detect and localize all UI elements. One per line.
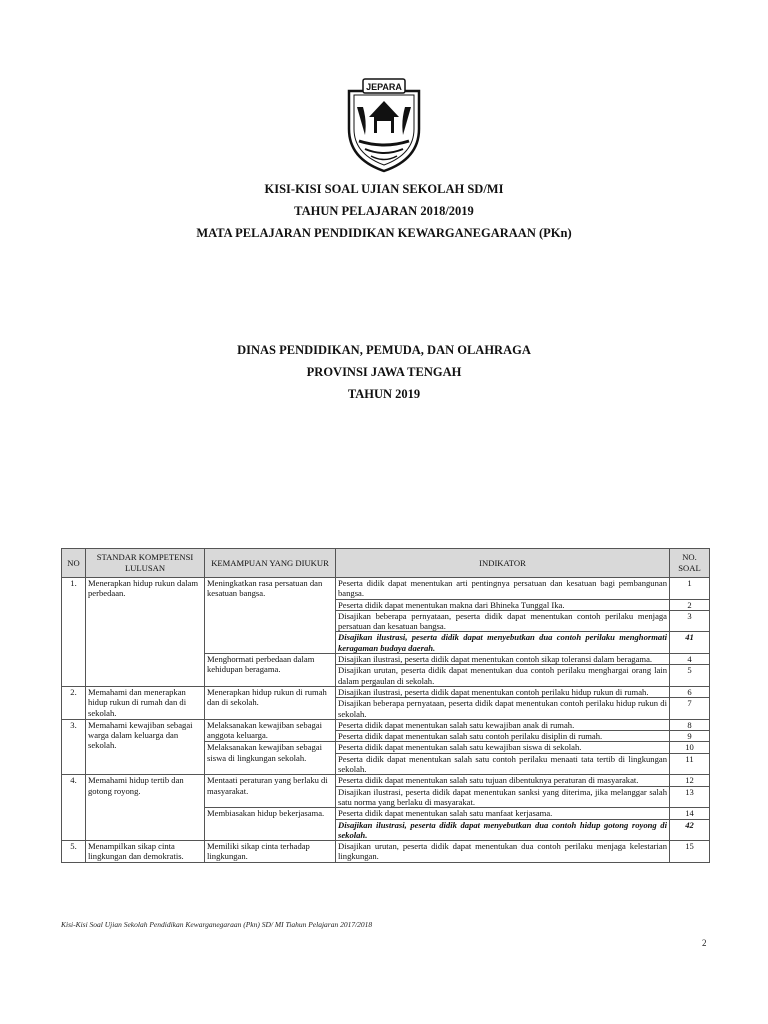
indikator-cell: Peserta didik dapat menentukan salah satu kewajiban anak di rumah.: [336, 719, 670, 730]
row-number: 4.: [62, 775, 86, 841]
no-soal-cell: 41: [670, 632, 710, 654]
indikator-cell: Peserta didik dapat menentukan arti pentingnya persatuan dan kesatuan bagi pembangunan bangsa.: [336, 578, 670, 600]
no-soal-cell: 2: [670, 599, 710, 610]
page-footer: Kisi-Kisi Soal Ujian Sekolah Pendidikan Kewarganegaraan (Pkn) SD/ MI Tiahun Pelajaran 2017/2018: [61, 920, 373, 929]
no-soal-cell: 9: [670, 731, 710, 742]
table-row: [62, 578, 710, 600]
kemampuan-cell: Memiliki sikap cinta terhadap lingkungan.: [205, 841, 336, 863]
table-row: [62, 775, 710, 786]
indikator-cell: Peserta didik dapat menentukan salah satu contoh perilaku disiplin di rumah.: [336, 731, 670, 742]
no-soal-cell: 4: [670, 654, 710, 665]
row-number: 5.: [62, 841, 86, 863]
table-row: [62, 719, 710, 730]
title-line-3: MATA PELAJARAN PENDIDIKAN KEWARGANEGARAAN (PKn): [196, 226, 572, 240]
no-soal-cell: 11: [670, 753, 710, 775]
standar-kompetensi-cell: Memahami kewajiban sebagai warga dalam keluarga dan sekolah.: [86, 719, 205, 774]
row-number: 2.: [62, 686, 86, 719]
no-soal-cell: 5: [670, 665, 710, 687]
header-standar-kompetensi: STANDAR KOMPETENSI LULUSAN: [86, 549, 205, 578]
standar-kompetensi-cell: Menampilkan sikap cinta lingkungan dan demokratis.: [86, 841, 205, 863]
no-soal-cell: 6: [670, 686, 710, 697]
kisi-kisi-table: [61, 548, 710, 863]
no-soal-cell: 13: [670, 786, 710, 808]
table-row: [62, 686, 710, 697]
kemampuan-cell: Melaksanakan kewajiban sebagai siswa di lingkungan sekolah.: [205, 742, 336, 775]
no-soal-cell: 3: [670, 610, 710, 632]
kemampuan-cell: Menghormati perbedaan dalam kehidupan beragama.: [205, 654, 336, 687]
row-number: 1.: [62, 578, 86, 687]
header-kemampuan: KEMAMPUAN YANG DIUKUR: [205, 549, 336, 578]
no-soal-cell: 14: [670, 808, 710, 819]
indikator-cell: Peserta didik dapat menentukan salah satu manfaat kerjasama.: [336, 808, 670, 819]
indikator-cell-emphasized: Disajikan ilustrasi, peserta didik dapat menyebutkan dua contoh hidup gotong royong di sekolah.: [336, 819, 670, 841]
row-number: 3.: [62, 719, 86, 774]
kemampuan-cell: Mentaati peraturan yang berlaku di masyarakat.: [205, 775, 336, 808]
indikator-cell: Disajikan urutan, peserta didik dapat menentukan dua contoh perilaku menjaga kelestarian lingkungan.: [336, 841, 670, 863]
indikator-cell: Peserta didik dapat menentukan salah satu kewajiban siswa di sekolah.: [336, 742, 670, 753]
kemampuan-cell: Menerapkan hidup rukun di rumah dan di sekolah.: [205, 686, 336, 719]
svg-text:JEPARA: JEPARA: [366, 82, 402, 92]
kemampuan-cell: Melaksanakan kewajiban sebagai anggota keluarga.: [205, 719, 336, 742]
agency-line-2: PROVINSI JAWA TENGAH: [306, 365, 462, 379]
no-soal-cell: 42: [670, 819, 710, 841]
title-line-1: KISI-KISI SOAL UJIAN SEKOLAH SD/MI: [264, 182, 504, 196]
no-soal-cell: 12: [670, 775, 710, 786]
indikator-cell: Disajikan beberapa pernyataan, peserta didik dapat menentukan contoh perilaku menjaga persatuan dan kesatuan bangsa.: [336, 610, 670, 632]
no-soal-cell: 1: [670, 578, 710, 600]
indikator-cell: Disajikan beberapa pernyataan, peserta didik dapat menentukan contoh perilaku hidup rukun di sekolah.: [336, 698, 670, 720]
header-indikator: INDIKATOR: [336, 549, 670, 578]
title-line-2: TAHUN PELAJARAN 2018/2019: [294, 204, 474, 218]
table-row: [62, 841, 710, 863]
indikator-cell: Peserta didik dapat menentukan salah satu contoh perilaku menaati tata tertib di lingkungan sekolah.: [336, 753, 670, 775]
agency-line-1: DINAS PENDIDIKAN, PEMUDA, DAN OLAHRAGA: [237, 343, 531, 357]
header-no-soal: NO. SOAL: [670, 549, 710, 578]
table-header-row: [62, 549, 710, 578]
no-soal-cell: 7: [670, 698, 710, 720]
kemampuan-cell: Meningkatkan rasa persatuan dan kesatuan bangsa.: [205, 578, 336, 654]
no-soal-cell: 15: [670, 841, 710, 863]
indikator-cell: Peserta didik dapat menentukan makna dari Bhineka Tunggal Ika.: [336, 599, 670, 610]
document-title-block: [0, 178, 768, 244]
header-no: NO: [62, 549, 86, 578]
indikator-cell: Disajikan ilustrasi, peserta didik dapat menentukan contoh sikap toleransi dalam beragama.: [336, 654, 670, 665]
no-soal-cell: 10: [670, 742, 710, 753]
indikator-cell: Peserta didik dapat menentukan salah satu tujuan dibentuknya peraturan di masyarakat.: [336, 775, 670, 786]
agency-block: [0, 339, 768, 405]
standar-kompetensi-cell: Memahami dan menerapkan hidup rukun di rumah dan di sekolah.: [86, 686, 205, 719]
indikator-cell: Disajikan ilustrasi, peserta didik dapat menentukan contoh perilaku hidup rukun di rumah.: [336, 686, 670, 697]
indikator-cell: Disajikan ilustrasi, peserta didik dapat menentukan sanksi yang diterima, jika melanggar salah satu norma yang berlaku di masyarakat.: [336, 786, 670, 808]
kemampuan-cell: Membiasakan hidup bekerjasama.: [205, 808, 336, 841]
no-soal-cell: 8: [670, 719, 710, 730]
standar-kompetensi-cell: Menerapkan hidup rukun dalam perbedaan.: [86, 578, 205, 687]
agency-line-3: TAHUN 2019: [347, 387, 421, 401]
indikator-cell-emphasized: Disajikan ilustrasi, peserta didik dapat menyebutkan dua contoh perilaku menghormati keragaman budaya daerah.: [336, 632, 670, 654]
indikator-cell: Disajikan urutan, peserta didik dapat menentukan dua contoh perilaku menghargai orang lain dalam pergaulan di sekolah.: [336, 665, 670, 687]
standar-kompetensi-cell: Memahami hidup tertib dan gotong royong.: [86, 775, 205, 841]
page-number: 2: [702, 938, 707, 948]
jepara-emblem-logo: [343, 77, 425, 173]
